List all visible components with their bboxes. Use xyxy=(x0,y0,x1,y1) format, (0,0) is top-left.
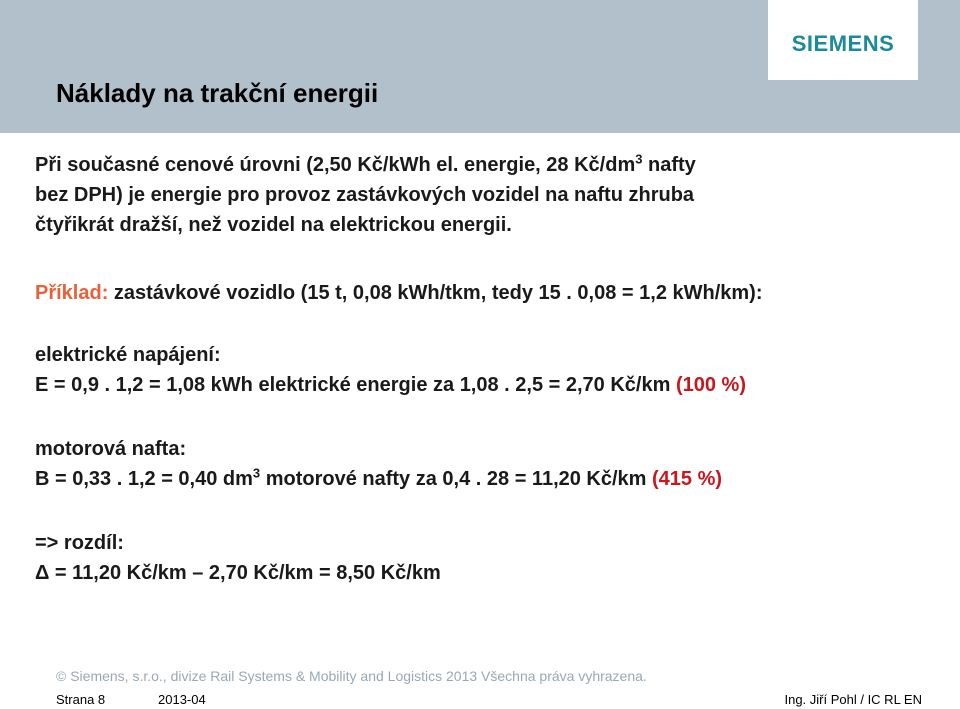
intro-line-2: bez DPH) je energie pro provoz zastávkových vozidel na naftu zhruba xyxy=(35,184,695,206)
electric-formula: E = 0,9 . 1,2 = 1,08 kWh elektrické energie za 1,08 . 2,5 = 2,70 Kč/km (100 %) xyxy=(35,374,746,396)
logo-text: SIEMENS xyxy=(791,31,895,56)
siemens-logo xyxy=(768,0,918,80)
diesel-heading: motorová nafta: xyxy=(35,438,187,460)
difference-heading: => rozdíl: xyxy=(35,532,124,554)
footer-page: Strana 8 xyxy=(56,692,106,707)
footer-date: 2013-04 xyxy=(158,692,206,707)
example-label: Příklad: xyxy=(35,282,109,304)
electric-heading: elektrické napájení: xyxy=(35,344,221,366)
difference-formula: Δ = 11,20 Kč/km – 2,70 Kč/km = 8,50 Kč/km xyxy=(35,562,441,584)
electric-percent: (100 %) xyxy=(675,374,746,396)
intro-line-3: čtyřikrát dražší, než vozidel na elektrickou energii. xyxy=(35,214,512,236)
footer-author: Ing. Jiří Pohl / IC RL EN xyxy=(784,692,922,707)
example-line: Příklad: zastávkové vozidlo (15 t, 0,08 kWh/tkm, tedy 15 . 0,08 = 1,2 kWh/km): xyxy=(35,282,763,304)
slide-title: Náklady na trakční energii xyxy=(56,78,379,108)
diesel-formula: B = 0,33 . 1,2 = 0,40 $dm^3$ motorové nafty za 0,4 . 28 = 11,20 Kč/km (415 %) xyxy=(35,465,723,490)
footer-copyright: © Siemens, s.r.o., divize Rail Systems & Mobility and Logistics 2013 Všechna práva vyhrazena. xyxy=(56,668,647,684)
diesel-percent: (415 %) xyxy=(652,468,723,490)
intro-line-1: Při současné cenové úrovni (2,50 Kč/kWh el. energie, 28 $Kč/dm^3$ nafty xyxy=(35,151,696,176)
